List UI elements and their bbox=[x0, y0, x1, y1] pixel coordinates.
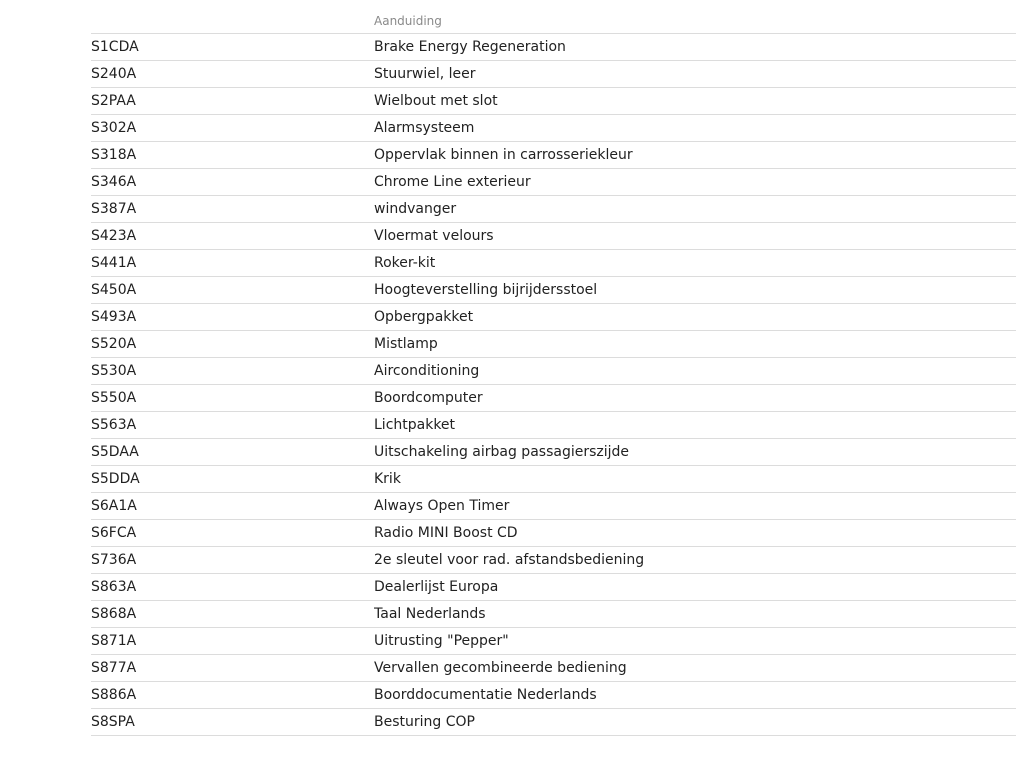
option-description: Roker-kit bbox=[374, 250, 1016, 277]
options-table bbox=[91, 8, 1016, 736]
table-row bbox=[91, 385, 1016, 412]
option-description: Hoogteverstelling bijrijdersstoel bbox=[374, 277, 1016, 304]
table-row bbox=[91, 628, 1016, 655]
table-row bbox=[91, 34, 1016, 61]
option-code: S450A bbox=[91, 277, 374, 304]
table-row bbox=[91, 61, 1016, 88]
table-row bbox=[91, 520, 1016, 547]
header-row bbox=[91, 8, 1016, 34]
table-row bbox=[91, 142, 1016, 169]
option-code: S387A bbox=[91, 196, 374, 223]
table-row bbox=[91, 196, 1016, 223]
option-description: Vloermat velours bbox=[374, 223, 1016, 250]
option-code: S6A1A bbox=[91, 493, 374, 520]
table-row bbox=[91, 250, 1016, 277]
option-description: Alarmsysteem bbox=[374, 115, 1016, 142]
option-code: S5DDA bbox=[91, 466, 374, 493]
table-row bbox=[91, 709, 1016, 736]
table-row bbox=[91, 574, 1016, 601]
table-row bbox=[91, 304, 1016, 331]
table-row bbox=[91, 358, 1016, 385]
option-code: S877A bbox=[91, 655, 374, 682]
option-description: Dealerlijst Europa bbox=[374, 574, 1016, 601]
option-code: S240A bbox=[91, 61, 374, 88]
option-code: S736A bbox=[91, 547, 374, 574]
table-header bbox=[91, 8, 1016, 34]
option-code: S493A bbox=[91, 304, 374, 331]
option-code: S520A bbox=[91, 331, 374, 358]
option-description: Radio MINI Boost CD bbox=[374, 520, 1016, 547]
table-row bbox=[91, 493, 1016, 520]
option-description: Chrome Line exterieur bbox=[374, 169, 1016, 196]
option-description: Stuurwiel, leer bbox=[374, 61, 1016, 88]
option-description: Krik bbox=[374, 466, 1016, 493]
option-code: S318A bbox=[91, 142, 374, 169]
table-row bbox=[91, 682, 1016, 709]
option-description: windvanger bbox=[374, 196, 1016, 223]
table-row bbox=[91, 169, 1016, 196]
option-description: Uitrusting "Pepper" bbox=[374, 628, 1016, 655]
option-code: S441A bbox=[91, 250, 374, 277]
option-description: Opbergpakket bbox=[374, 304, 1016, 331]
option-description: Oppervlak binnen in carrosseriekleur bbox=[374, 142, 1016, 169]
option-description: Boorddocumentatie Nederlands bbox=[374, 682, 1016, 709]
table-row bbox=[91, 547, 1016, 574]
option-code: S423A bbox=[91, 223, 374, 250]
option-code: S1CDA bbox=[91, 34, 374, 61]
header-code bbox=[91, 8, 374, 34]
option-description: Brake Energy Regeneration bbox=[374, 34, 1016, 61]
table-row bbox=[91, 439, 1016, 466]
option-code: S868A bbox=[91, 601, 374, 628]
option-description: Uitschakeling airbag passagierszijde bbox=[374, 439, 1016, 466]
option-description: Vervallen gecombineerde bediening bbox=[374, 655, 1016, 682]
option-description: Always Open Timer bbox=[374, 493, 1016, 520]
header-description: Aanduiding bbox=[374, 8, 1016, 34]
option-description: Airconditioning bbox=[374, 358, 1016, 385]
option-code: S886A bbox=[91, 682, 374, 709]
option-code: S530A bbox=[91, 358, 374, 385]
option-code: S863A bbox=[91, 574, 374, 601]
option-description: Taal Nederlands bbox=[374, 601, 1016, 628]
option-code: S563A bbox=[91, 412, 374, 439]
table-row bbox=[91, 115, 1016, 142]
option-code: S5DAA bbox=[91, 439, 374, 466]
option-code: S8SPA bbox=[91, 709, 374, 736]
option-code: S302A bbox=[91, 115, 374, 142]
table-body bbox=[91, 34, 1016, 736]
table-row bbox=[91, 412, 1016, 439]
table-row bbox=[91, 277, 1016, 304]
table-row bbox=[91, 88, 1016, 115]
table-row bbox=[91, 601, 1016, 628]
option-description: 2e sleutel voor rad. afstandsbediening bbox=[374, 547, 1016, 574]
option-code: S2PAA bbox=[91, 88, 374, 115]
option-code: S346A bbox=[91, 169, 374, 196]
option-code: S6FCA bbox=[91, 520, 374, 547]
option-code: S871A bbox=[91, 628, 374, 655]
option-code: S550A bbox=[91, 385, 374, 412]
option-description: Mistlamp bbox=[374, 331, 1016, 358]
table-row bbox=[91, 223, 1016, 250]
option-description: Lichtpakket bbox=[374, 412, 1016, 439]
option-description: Boordcomputer bbox=[374, 385, 1016, 412]
table-row bbox=[91, 655, 1016, 682]
option-description: Wielbout met slot bbox=[374, 88, 1016, 115]
option-description: Besturing COP bbox=[374, 709, 1016, 736]
table-row bbox=[91, 466, 1016, 493]
table-row bbox=[91, 331, 1016, 358]
